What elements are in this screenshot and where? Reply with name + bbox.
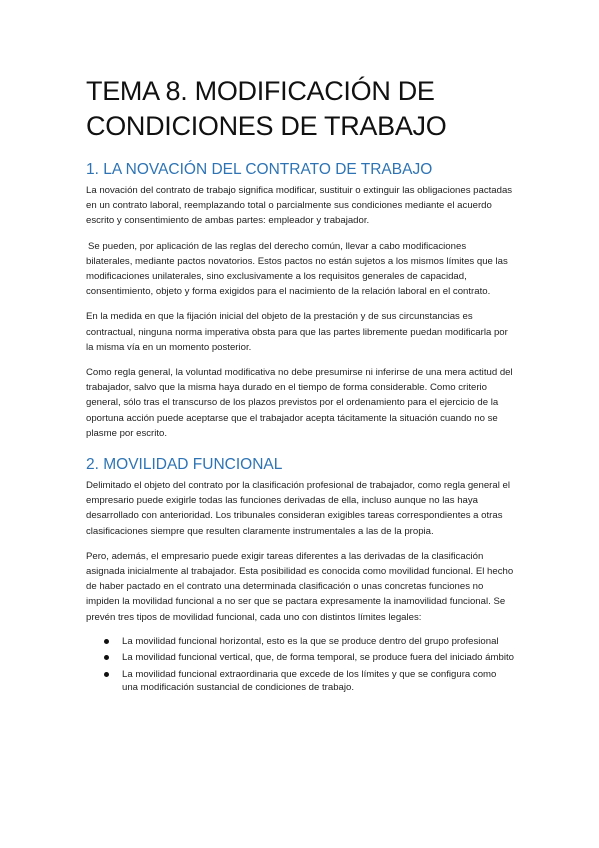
bullet-item — [86, 651, 514, 665]
bullet-icon — [104, 639, 109, 644]
bullet-text: La movilidad funcional vertical, que, de forma temporal, se produce fuera del iniciado ámbito — [122, 652, 514, 664]
bullet-icon — [104, 672, 109, 677]
bullet-item — [86, 668, 514, 695]
bullet-list — [86, 635, 514, 695]
document-title: TEMA 8. MODIFICACIÓN DE CONDICIONES DE TRABAJO — [86, 76, 447, 141]
bullet-item — [86, 635, 514, 649]
document-page — [86, 74, 514, 698]
bullet-icon — [104, 655, 109, 660]
bullet-text: La movilidad funcional horizontal, esto es la que se produce dentro del grupo profesional — [122, 635, 499, 647]
paragraph: En la medida en que la fijación inicial del objeto de la prestación y de sus circunstancias es contractual, ninguna norma imperativa obsta para que las partes libremente puedan modificarla por la misma vía en un momento posterior. — [86, 311, 508, 353]
paragraph: La novación del contrato de trabajo significa modificar, sustituir o extinguir las obligaciones pactadas en un contrato laboral, reemplazando total o parcialmente sus condiciones mediante el acuerdo escrito y consentimiento de ambas partes: empleador y trabajador. — [86, 185, 513, 227]
section-heading-novacion: 1. LA NOVACIÓN DEL CONTRATO DE TRABAJO — [86, 161, 433, 178]
paragraph: Como regla general, la voluntad modificativa no debe presumirse ni inferirse de una mera actitud del trabajador, salvo que la misma haya durado en el tiempo de forma considerable. Como criterio general, sólo tras el transcurso de los plazos previstos por el ordenamiento para el ejercicio de la oportuna acción puede aceptarse que el trabajador acepta tácitamente la situación cuando no se plasme por escrito. — [86, 367, 513, 439]
paragraph: Se pueden, por aplicación de las reglas del derecho común, llevar a cabo modificaciones bilaterales, mediante pactos novatorios. Estos pactos no están sujetos a los mismos límites que las modificaciones unilaterales, sino exclusivamente a los requisitos generales de capacidad, consentimiento, objeto y forma exigidos para el nacimiento de la relación laboral en el contrato. — [86, 240, 508, 298]
section-heading-movilidad: 2. MOVILIDAD FUNCIONAL — [86, 456, 283, 474]
paragraph: Delimitado el objeto del contrato por la clasificación profesional de trabajador, como regla general el empresario puede exigirle todas las funciones derivadas de ella, incluso aunque no las haya desarrollado con anterioridad. Los tribunales consideran exigibles tareas correspondientes a otras clasificaciones siempre que resulten claramente instrumentales a las de la propia. — [86, 480, 510, 537]
paragraph: Pero, además, el empresario puede exigir tareas diferentes a las derivadas de la clasificación asignada inicialmente al trabajador. Esta posibilidad es conocida como movilidad funcional. El hecho de haber pactado en el contrato una determinada clasificación o unas concretas funciones no impiden la movilidad funcional a no ser que se pactara expresamente la inamovilidad funcional. Se prevén tres tipos de movilidad funcional, cada uno con distintos límites legales: — [86, 550, 514, 623]
bullet-text: La movilidad funcional extraordinaria que excede de los límites y que se configura como una modificación sustancial de condiciones de trabajo. — [122, 668, 497, 694]
